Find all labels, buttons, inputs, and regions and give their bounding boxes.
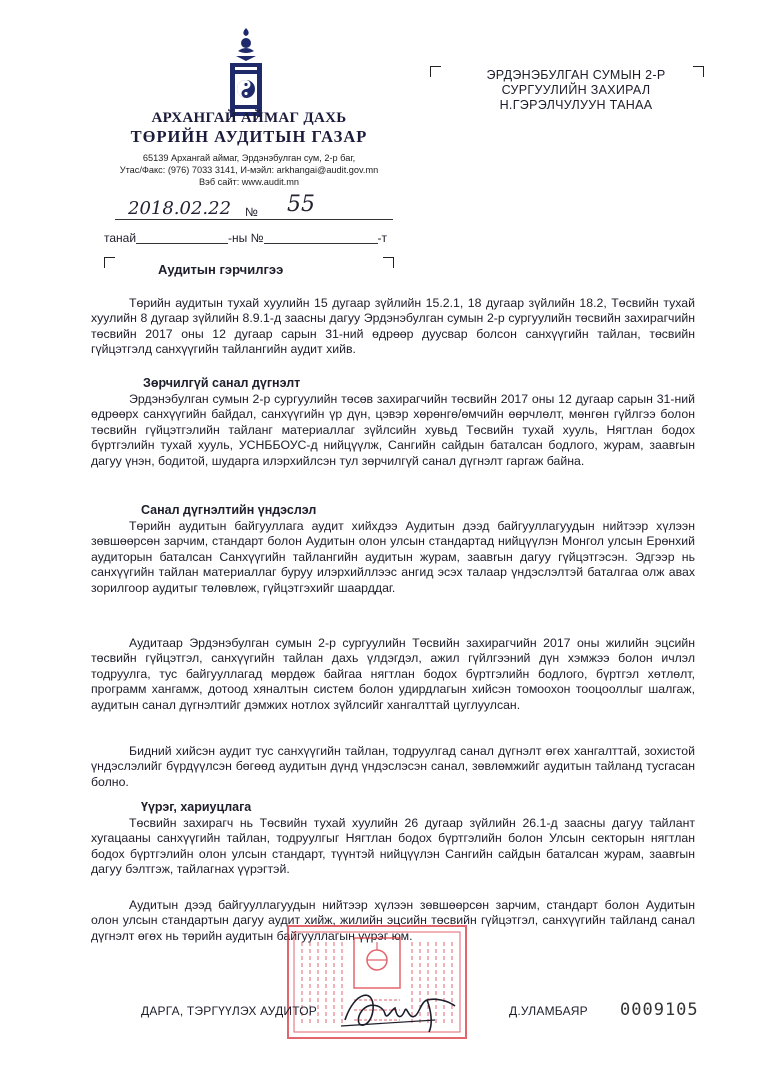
- audit-paragraph-1: Аудитаар Эрдэнэбулган сумын 2-р сургуулийн Төсвийн захирагчийн 2017 оны жилийн эцсийн төсвийн гүйцэтгэл, санхүүгийн тайлан дахь үлдэгдэл, ажил гүйлгээний дүн хэмжээ болон ичлэл тодруулга, тус байгууллагад мөрдөж байгаа нягтлан бодох бүртгэлийн бодлого, бүртгэл хөтлөлт, программ хангамж, дотоод хяналтын систем болон удирдлагын хийсэн томоохон тооцооллыг шалгаж, аудитын санал дүгнэлтийг дэмжих нотлох зүйлсийг хангалттай цуглуулсан.: [91, 636, 695, 712]
- recipient-line2: СУРГУУЛИЙН ЗАХИРАЛ: [501, 83, 651, 97]
- recipient-line3: Н.ГЭРЭЛЧУЛУУН ТАНАА: [499, 98, 653, 112]
- org-name-line2: ТӨРИЙН АУДИТЫН ГАЗАР: [130, 127, 368, 146]
- org-name-line1: АРХАНГАЙ АЙМАГ ДАХЬ: [151, 110, 347, 126]
- opinion-heading: Зөрчилгүй санал дүгнэлт: [143, 376, 301, 390]
- subject-bracket-left: [104, 257, 115, 268]
- letter-date: 2018.02.22: [128, 198, 232, 219]
- subject-bracket-right: [383, 257, 394, 268]
- letter-number-label: №: [245, 205, 258, 219]
- org-website: Вэб сайт: www.audit.mn: [199, 177, 299, 187]
- basis-paragraph: Төрийн аудитын байгууллага аудит хийхдээ Аудитын дээд байгууллагуудын нийтээр хүлээн зөвшөөрсөн зарчим, стандарт болон Аудитын олон улсын стандартад нийцүүлэн Монгол улсын Ерөнхий аудиторын баталсан Санхүүгийн тайлангийн аудитын журам, заавrын дагуу гүйцэтгэсэн. Эдгээр нь санхүүгийн тайлан материаллаг буруу илэрхийллээс ангид эсэх талаар үндэслэлтэй баталгаа олж авах зорилгоор аудитыг төлөвлөж, гүйцэтгэхийг шаарддаг.: [91, 519, 695, 595]
- org-address: 65139 Архангай аймаг, Эрдэнэбулган сум, 2-р баг,: [142, 153, 356, 163]
- audit-paragraph-2: Бидний хийсэн аудит тус санхүүгийн тайлан, тодруулгад санал дүгнэлт өгөх хангалттай, зохистой үндэслэлийг бүрдүүлсэн бөгөөд аудитын дүнд үндэслэсэн санал, зөвлөмжийг аудитын тайланд тусгасан болно.: [91, 744, 695, 789]
- recipient-block: [466, 68, 686, 113]
- recipient-line1: ЭРДЭНЭБУЛГАН СУМЫН 2-Р: [486, 68, 666, 82]
- signatory-title: ДАРГА, ТЭРГҮҮЛЭХ АУДИТОР: [141, 1004, 317, 1018]
- recipient-bracket-left: [430, 66, 441, 77]
- letter-number: 55: [287, 192, 315, 217]
- reference-line: [104, 231, 387, 245]
- intro-paragraph: Төрийн аудитын тухай хуулийн 15 дугаар зүйлийн 15.2.1, 18 дугаар зүйлийн 18.2, Төсвийн тухай хуулийн 8 дугаар зүйлийн 8.9.1-д заасны дагуу Эрдэнэбулган сумын 2-р сургуулийн төсвийн захирагчийн төсвийн 2017 оны 12 дугаар сарын 31-ний өдрөөр дуусвар болсон санхүүгийн тайлан, төсвийн гүйцэтгэлд санхүүгийн тайлангийн аудит хийв.: [91, 296, 695, 357]
- responsibility-heading: Үүрэг, хариуцлага: [141, 800, 252, 814]
- recipient-bracket-right: [693, 66, 704, 77]
- org-contact: Утас/Факс: (976) 7033 3141, И-мэйл: arkhangai@audit.gov.mn: [119, 165, 379, 175]
- handwritten-signature-icon: [335, 980, 465, 1040]
- reference-mid: -ны №: [228, 231, 264, 245]
- responsibility-paragraph: Төсвийн захирагч нь Төсвийн тухай хуулийн 26 дугаар зүйлийн 26.1-д заасны дагуу тайлант хугацааны санхүүгийн тайлан, тодруулгыг Нягтлан бодох бүртгэлийн болон Улсын секторын нягтлан бодох бүртгэлийн олон улсын стандарт, түүнтэй нийцүүлэн Сангийн сайдын баталсан журам, заавrын дагуу бэлтгэж, тайлагнах үүрэгтэй.: [91, 816, 695, 877]
- reference-suffix: -т: [377, 231, 388, 245]
- responsibility-paragraph-2: Аудитын дээд байгууллагуудын нийтээр хүлээн зөвшөөрсөн зарчим, стандарт болон Аудитын олон улсын стандартын дагуу аудит хийж, жилийн эцсийн төсвийн гүйцэтгэл, санхүүгийн тайланд санал дүгнэлт өгөх нь төрийн аудитын байгууллагын үүрэг юм.: [91, 898, 695, 943]
- opinion-paragraph: Эрдэнэбулган сумын 2-р сургуулийн төсөв захирагчийн төсвийн 2017 оны 12 дугаар сарын 31-ний өдрөөрх санхүүгийн байдал, санхүүгийн үр дүн, цэвэр хөрөнгө/өмчийн өөрчлөлт, мөнгөн гүйлгээ болон төсвийн гүйцэтгэлийн тайланг материаллаг зүйлсийн хувьд Төсвийн тухай хууль, Нягтлан бодох бүртгэлийн тухай хууль, УСНББОУС-д нийцүүлж, Сангийн сайдын баталсан бодлого, журам, заавrын дагуу үнэн, бодитой, шударга илэрхийлсэн тул зөрчилгүй санал дүгнэлт гаргаж байна.: [91, 392, 695, 468]
- serial-number: 0009105: [620, 1000, 699, 1020]
- document-subject: Аудитын гэрчилгээ: [158, 262, 284, 277]
- reference-prefix: танай: [104, 231, 137, 245]
- signatory-name: Д.УЛАМБАЯР: [509, 1004, 588, 1018]
- basis-heading: Санал дүгнэлтийн үндэслэл: [141, 503, 317, 517]
